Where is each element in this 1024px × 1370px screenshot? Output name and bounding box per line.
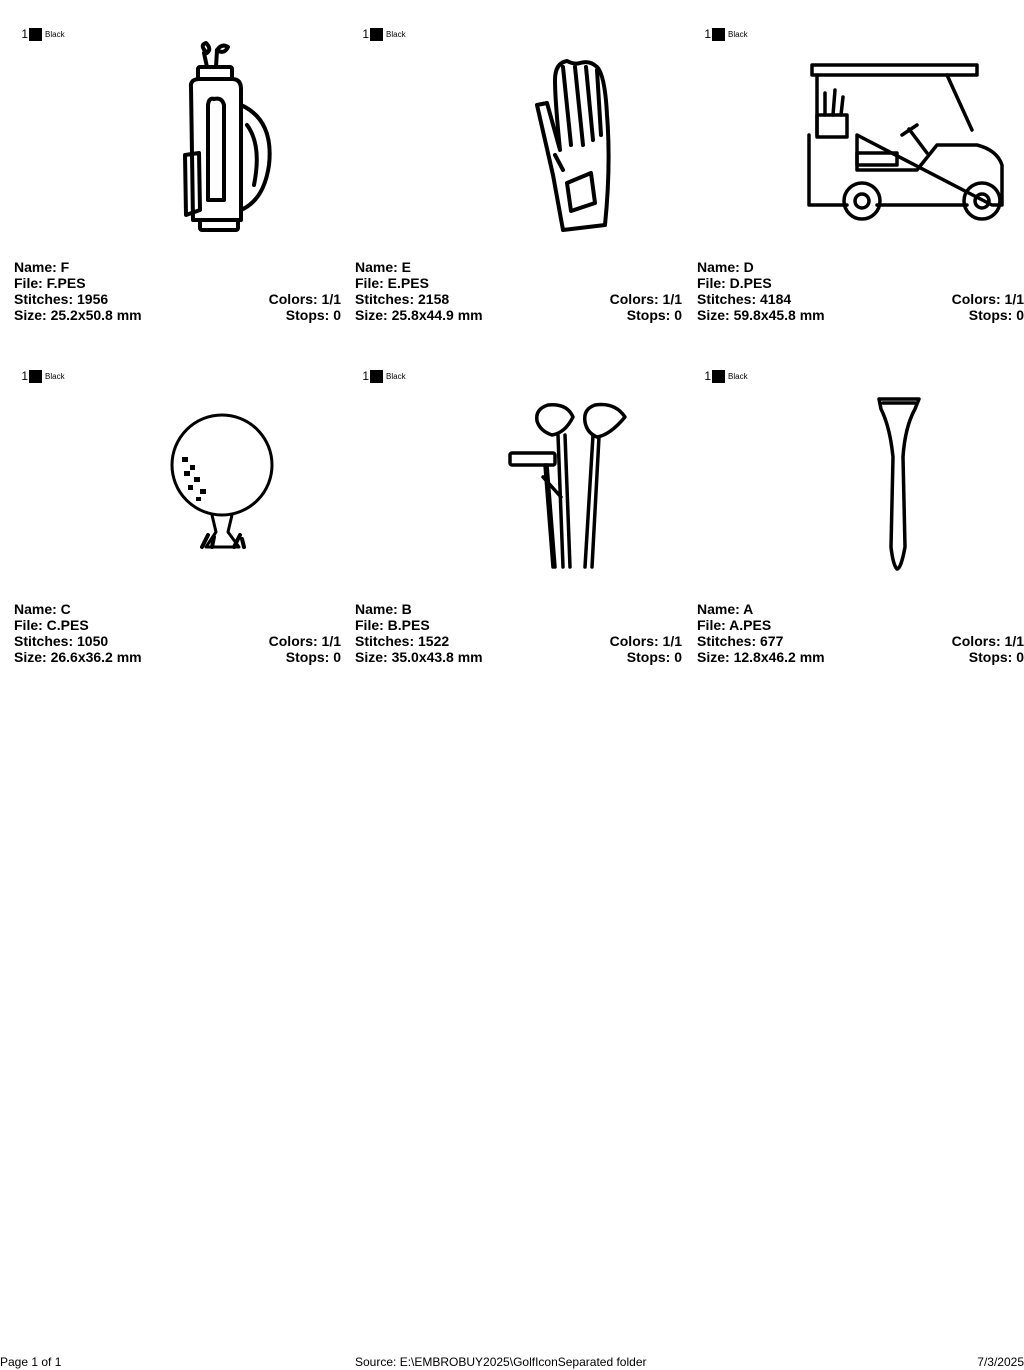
- design-info: [697, 259, 1024, 323]
- thread-color-box: [29, 28, 42, 41]
- design-size: Size: 35.0x43.8 mm: [355, 649, 483, 665]
- design-name: Name: E: [355, 259, 412, 275]
- design-stitches: Stitches: 2158: [355, 291, 450, 307]
- design-file: File: D.PES: [697, 275, 772, 291]
- design-stops: Stops: 0: [285, 307, 341, 323]
- design-size: Size: 12.8x46.2 mm: [697, 649, 825, 665]
- design-stops: Stops: 0: [626, 307, 682, 323]
- thread-number: 1: [362, 27, 369, 41]
- thread-swatch: [20, 369, 65, 383]
- design-size: Size: 26.6x36.2 mm: [14, 649, 142, 665]
- design-colors: Colors: 1/1: [268, 633, 341, 649]
- design-card-b: [355, 342, 680, 672]
- thread-number: 1: [704, 27, 711, 41]
- thread-label: Black: [386, 29, 406, 39]
- golf-bag-icon: [104, 5, 344, 245]
- design-size: Size: 25.8x44.9 mm: [355, 307, 483, 323]
- page-indicator: Page 1 of 1: [0, 1355, 62, 1369]
- design-stitches: Stitches: 1956: [14, 291, 109, 307]
- thread-label: Black: [386, 371, 406, 381]
- design-stops: Stops: 0: [968, 307, 1024, 323]
- print-date: 7/3/2025: [977, 1355, 1024, 1369]
- design-info: [697, 601, 1024, 665]
- thread-color-box: [712, 28, 725, 41]
- design-name: Name: C: [14, 601, 71, 617]
- thread-color-box: [370, 370, 383, 383]
- design-size: Size: 59.8x45.8 mm: [697, 307, 825, 323]
- design-colors: Colors: 1/1: [609, 291, 682, 307]
- thread-color-box: [712, 370, 725, 383]
- thread-number: 1: [21, 369, 28, 383]
- design-file: File: B.PES: [355, 617, 430, 633]
- design-file: File: A.PES: [697, 617, 772, 633]
- design-name: Name: D: [697, 259, 754, 275]
- design-stitches: Stitches: 4184: [697, 291, 792, 307]
- thread-color-box: [29, 370, 42, 383]
- design-name: Name: B: [355, 601, 412, 617]
- design-colors: Colors: 1/1: [951, 633, 1024, 649]
- golf-ball-on-tee-icon: [104, 347, 344, 587]
- design-colors: Colors: 1/1: [951, 291, 1024, 307]
- thread-label: Black: [728, 371, 748, 381]
- thread-label: Black: [45, 371, 65, 381]
- design-size: Size: 25.2x50.8 mm: [14, 307, 142, 323]
- design-stops: Stops: 0: [626, 649, 682, 665]
- design-stops: Stops: 0: [968, 649, 1024, 665]
- design-stops: Stops: 0: [285, 649, 341, 665]
- design-card-a: [697, 342, 1022, 672]
- golf-cart-icon: [787, 5, 1024, 245]
- design-info: [355, 259, 682, 323]
- design-name: Name: F: [14, 259, 70, 275]
- design-name: Name: A: [697, 601, 754, 617]
- thread-number: 1: [21, 27, 28, 41]
- golf-tee-icon: [787, 347, 1024, 587]
- design-card-d: [697, 0, 1022, 330]
- design-colors: Colors: 1/1: [609, 633, 682, 649]
- golf-glove-icon: [445, 5, 685, 245]
- design-card-f: [14, 0, 339, 330]
- design-file: File: E.PES: [355, 275, 429, 291]
- thread-swatch: [20, 27, 65, 41]
- design-stitches: Stitches: 677: [697, 633, 784, 649]
- design-stitches: Stitches: 1522: [355, 633, 450, 649]
- design-file: File: C.PES: [14, 617, 89, 633]
- design-colors: Colors: 1/1: [268, 291, 341, 307]
- thread-number: 1: [362, 369, 369, 383]
- design-info: [14, 601, 341, 665]
- golf-clubs-icon: [445, 347, 685, 587]
- thread-swatch: [703, 27, 748, 41]
- design-info: [14, 259, 341, 323]
- design-card-c: [14, 342, 339, 672]
- design-file: File: F.PES: [14, 275, 86, 291]
- design-stitches: Stitches: 1050: [14, 633, 109, 649]
- thread-swatch: [361, 27, 406, 41]
- thread-swatch: [361, 369, 406, 383]
- thread-label: Black: [45, 29, 65, 39]
- source-path: Source: E:\EMBROBUY2025\GolfIconSeparated folder: [355, 1355, 647, 1369]
- thread-label: Black: [728, 29, 748, 39]
- design-info: [355, 601, 682, 665]
- thread-swatch: [703, 369, 748, 383]
- design-card-e: [355, 0, 680, 330]
- thread-number: 1: [704, 369, 711, 383]
- thread-color-box: [370, 28, 383, 41]
